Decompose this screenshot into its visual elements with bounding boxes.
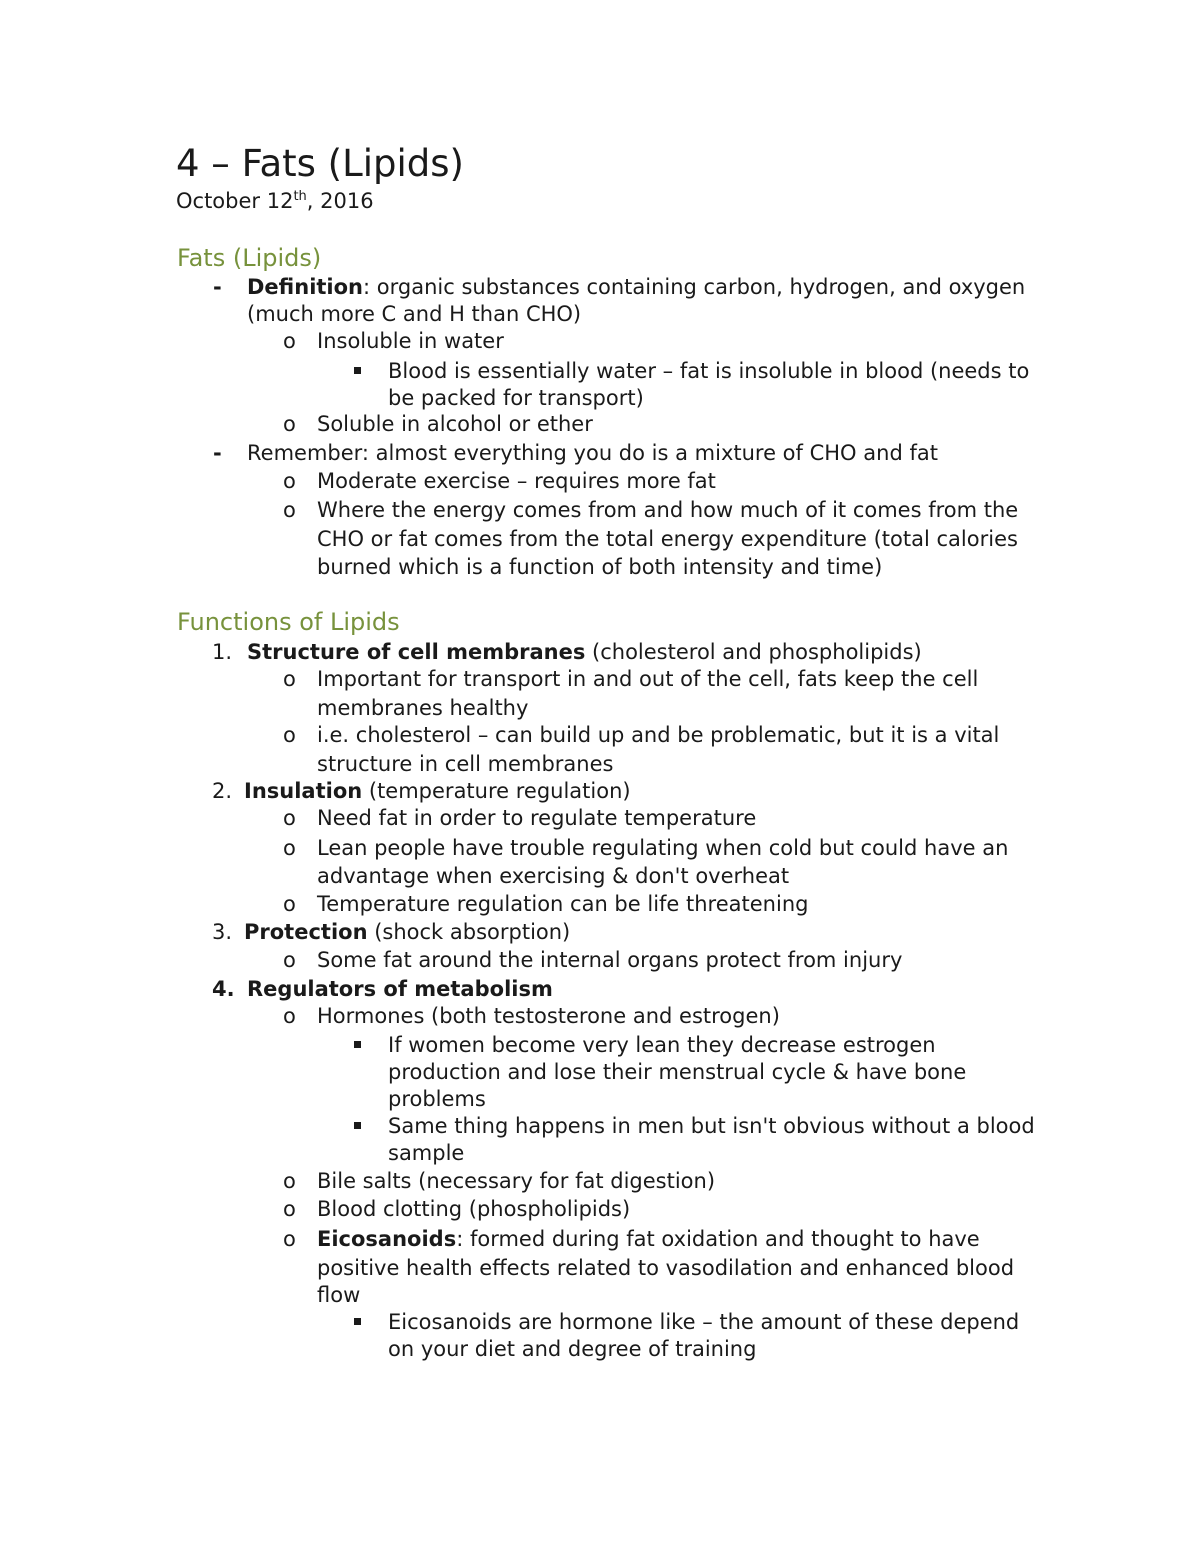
text-line [244, 777, 631, 805]
text-line [317, 1002, 780, 1030]
list-number: 3. [212, 920, 233, 944]
circle-bullet: o [283, 1197, 296, 1221]
bold-term: Eicosanoids [317, 1227, 457, 1251]
text-line [388, 1112, 1035, 1140]
line-text: CHO or fat comes from the total energy expenditure (total calories [317, 527, 1018, 551]
line-text: Blood is essentially water – fat is insoluble in blood (needs to [388, 359, 1030, 383]
line-text: structure in cell membranes [317, 752, 614, 776]
square-bullet-icon [354, 1041, 361, 1048]
line-text: Some fat around the internal organs protect from injury [317, 948, 903, 972]
circle-bullet: o [283, 1169, 296, 1193]
text-line [317, 525, 1018, 553]
line-text: Same thing happens in men but isn't obvious without a blood [388, 1114, 1035, 1138]
text-line [317, 665, 978, 693]
line-text: Blood clotting (phospholipids) [317, 1197, 631, 1221]
dash-bullet: - [213, 275, 222, 299]
line-text: sample [388, 1141, 465, 1165]
text-line [317, 946, 902, 974]
square-bullet-icon [354, 1318, 361, 1325]
text-line [388, 1139, 464, 1167]
text-line [317, 1167, 715, 1195]
circle-bullet: o [283, 469, 296, 493]
line-text: Bile salts (necessary for fat digestion) [317, 1169, 716, 1193]
text-line [388, 1335, 756, 1363]
text-line [317, 1225, 980, 1253]
line-text: be packed for transport) [388, 386, 644, 410]
text-line [244, 918, 570, 946]
text-line [317, 750, 613, 778]
circle-bullet: o [283, 412, 296, 436]
document-date: October 12th, 2016 [176, 189, 374, 213]
bold-term: Definition [247, 275, 364, 299]
line-text: burned which is a function of both intensity and time) [317, 555, 883, 579]
circle-bullet: o [283, 723, 296, 747]
line-text: (cholesterol and phospholipids) [585, 640, 922, 664]
line-text: Insoluble in water [317, 329, 504, 353]
line-text: Eicosanoids are hormone like – the amount of these depend [388, 1310, 1020, 1334]
text-line [388, 384, 644, 412]
text-line [247, 439, 938, 467]
list-number: 1. [212, 640, 233, 664]
text-line [388, 1308, 1019, 1336]
text-line [317, 721, 999, 749]
page-title: 4 – Fats (Lipids) [176, 142, 464, 185]
circle-bullet: o [283, 498, 296, 522]
line-text: problems [388, 1087, 486, 1111]
line-text: Soluble in alcohol or ether [317, 412, 593, 436]
line-text: i.e. cholesterol – can build up and be problematic, but it is a vital [317, 723, 1000, 747]
line-text: Hormones (both testosterone and estrogen) [317, 1004, 780, 1028]
circle-bullet: o [283, 892, 296, 916]
circle-bullet: o [283, 667, 296, 691]
text-line [317, 804, 756, 832]
line-text: Lean people have trouble regulating when cold but could have an [317, 836, 1009, 860]
square-bullet-icon [354, 367, 361, 374]
line-text: advantage when exercising & don't overheat [317, 864, 790, 888]
circle-bullet: o [283, 806, 296, 830]
line-text: Remember: almost everything you do is a mixture of CHO and fat [247, 441, 938, 465]
line-text: Where the energy comes from and how much of it comes from the [317, 498, 1019, 522]
line-text: Moderate exercise – requires more fat [317, 469, 716, 493]
line-text: flow [317, 1283, 361, 1307]
text-line [247, 300, 581, 328]
bold-term: Regulators of metabolism [247, 977, 553, 1001]
dash-bullet: - [213, 441, 222, 465]
square-bullet-icon [354, 1122, 361, 1129]
text-line [317, 694, 528, 722]
line-text: Important for transport in and out of the cell, fats keep the cell [317, 667, 979, 691]
text-line [317, 327, 504, 355]
text-line [317, 1195, 630, 1223]
text-line [388, 1085, 486, 1113]
line-text: (much more C and H than CHO) [247, 302, 582, 326]
line-text: positive health effects related to vasodilation and enhanced blood [317, 1256, 1015, 1280]
circle-bullet: o [283, 948, 296, 972]
circle-bullet: o [283, 329, 296, 353]
line-text: (shock absorption) [367, 920, 571, 944]
line-text: If women become very lean they decrease estrogen [388, 1033, 936, 1057]
bold-term: Structure of cell membranes [247, 640, 586, 664]
line-text: : formed during fat oxidation and thought to have [456, 1227, 980, 1251]
section-heading-functions: Functions of Lipids [177, 608, 400, 636]
text-line [317, 862, 789, 890]
text-line [388, 1031, 936, 1059]
circle-bullet: o [283, 1004, 296, 1028]
list-number: 4. [212, 977, 235, 1001]
text-line [317, 1254, 1014, 1282]
text-line [247, 273, 1025, 301]
line-text: Temperature regulation can be life threatening [317, 892, 809, 916]
bold-term: Protection [244, 920, 368, 944]
text-line [317, 496, 1018, 524]
line-text: membranes healthy [317, 696, 529, 720]
text-line [247, 638, 922, 666]
line-text: : organic substances containing carbon, hydrogen, and oxygen [363, 275, 1026, 299]
text-line [317, 890, 808, 918]
circle-bullet: o [283, 1227, 296, 1251]
line-text: production and lose their menstrual cycle & have bone [388, 1060, 967, 1084]
text-line [317, 410, 593, 438]
text-line [317, 553, 882, 581]
text-line [317, 1281, 360, 1309]
text-line [317, 467, 716, 495]
line-text: (temperature regulation) [362, 779, 631, 803]
line-text: Need fat in order to regulate temperature [317, 806, 757, 830]
section-heading-fats: Fats (Lipids) [177, 244, 322, 272]
text-line [388, 1058, 966, 1086]
circle-bullet: o [283, 836, 296, 860]
list-number: 2. [212, 779, 233, 803]
line-text: on your diet and degree of training [388, 1337, 757, 1361]
text-line [388, 357, 1029, 385]
text-line [317, 834, 1008, 862]
bold-term: Insulation [244, 779, 363, 803]
text-line [247, 975, 553, 1003]
